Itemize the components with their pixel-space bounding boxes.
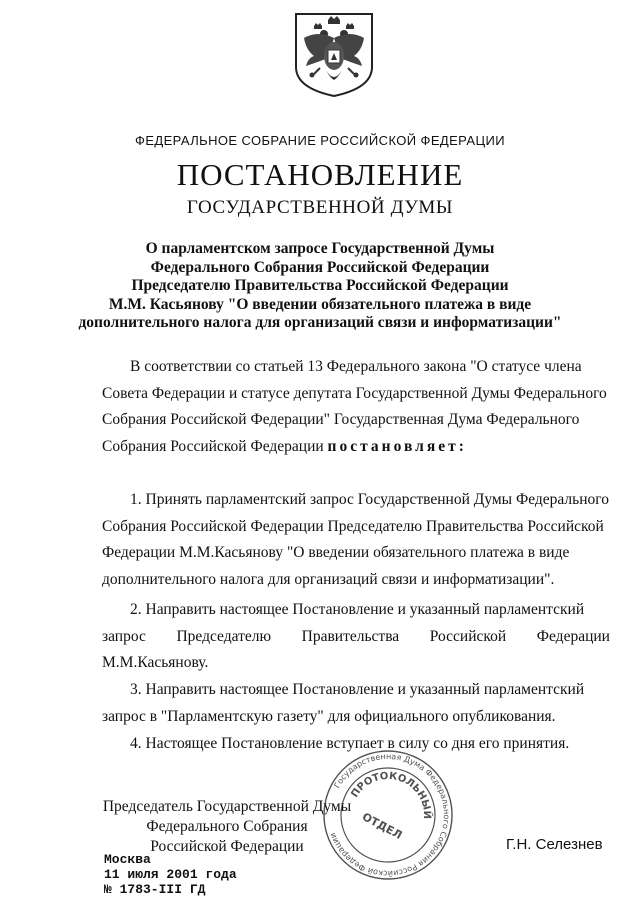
stamp-center-text: ОТДЕЛ: [359, 810, 405, 842]
decree-word: постановляет:: [327, 437, 467, 455]
item-1-line: 1. Принять парламентский запрос Государственной Думы Федерального: [130, 491, 609, 508]
position-line: Российской Федерации: [150, 838, 304, 855]
item-3-line: 3. Направить настоящее Постановление и указанный парламентский: [130, 681, 585, 698]
preamble-line: В соответствии со статьей 13 Федерального закона "О статусе члена: [130, 358, 582, 375]
word: Председателю: [176, 627, 272, 645]
item-1-line: Федерации М.М.Касьянову "О введении обязательного платежа в виде: [102, 544, 570, 561]
russian-coat-of-arms-icon: [292, 12, 376, 98]
subject-line: М.М. Касьянову "О введении обязательного платежа в виде: [108, 295, 532, 313]
document-number: № 1783-III ГД: [104, 882, 206, 897]
item-2-line: М.М.Касьянову.: [102, 654, 209, 671]
signatory-name: Г.Н. Селезнев: [506, 836, 603, 853]
stamp-inner-text: ПРОТОКОЛЬНЫЙ: [349, 770, 433, 820]
preamble-paragraph: [102, 354, 610, 460]
subject-line: дополнительного налога для организаций связи и информатизации": [78, 314, 562, 331]
subject-line: Федерального Собрания Российской Федерации: [150, 258, 490, 276]
date: 11 июля 2001 года: [104, 867, 237, 882]
item-1-line: дополнительного налога для организаций связи и информатизации".: [102, 570, 555, 588]
preamble-line: Собрания Российской Федерации" Государственная Дума Федерального: [102, 411, 580, 428]
city: Москва: [104, 852, 151, 867]
preamble-line: Совета Федерации и статусе депутата Государственной Думы Федерального: [102, 384, 607, 402]
subject-line: О парламентском запросе Государственной Думы: [145, 240, 495, 257]
item-2: [102, 597, 610, 677]
document-issuer: ГОСУДАРСТВЕННОЙ ДУМЫ: [186, 197, 454, 218]
position-line: Федерального Собрания: [146, 818, 308, 835]
item-4-line: 4. Настоящее Постановление вступает в силу со дня его принятия.: [130, 735, 570, 752]
item-2-justified-line: [102, 624, 610, 651]
item-3-line: запрос в "Парламентскую газету" для официального опубликования.: [102, 707, 556, 725]
document-subject: [0, 240, 640, 333]
protocol-department-stamp: [318, 745, 458, 885]
word: запрос: [102, 627, 146, 645]
round-stamp-icon: [318, 745, 458, 885]
signatory-position: [102, 797, 352, 857]
item-1-line: Собрания Российской Федерации Председателю Правительства Российской: [102, 517, 604, 535]
stamp-outer-text: Государственная Дума Федерального Собрания Российской Федерации: [328, 751, 452, 879]
place-and-date: [104, 852, 237, 897]
svg-text:Государственная Дума Федеральн: [318, 745, 458, 885]
coat-of-arms-emblem: [292, 12, 376, 98]
position-line: Председатель Государственной Думы: [102, 798, 352, 815]
document-type: ПОСТАНОВЛЕНИЕ: [176, 157, 464, 192]
word: Российской: [429, 627, 507, 645]
item-2-line: 2. Направить настоящее Постановление и указанный парламентский: [130, 601, 585, 618]
item-3: [102, 677, 610, 730]
subject-line: Председателю Правительства Российской Федерации: [131, 277, 509, 294]
word: Федерации: [536, 627, 610, 645]
word: Правительства: [301, 627, 400, 645]
item-1: [102, 487, 610, 593]
preamble-line: Собрания Российской Федерации: [102, 437, 324, 455]
assembly-title: ФЕДЕРАЛЬНОЕ СОБРАНИЕ РОССИЙСКОЙ ФЕДЕРАЦИИ: [135, 133, 505, 148]
